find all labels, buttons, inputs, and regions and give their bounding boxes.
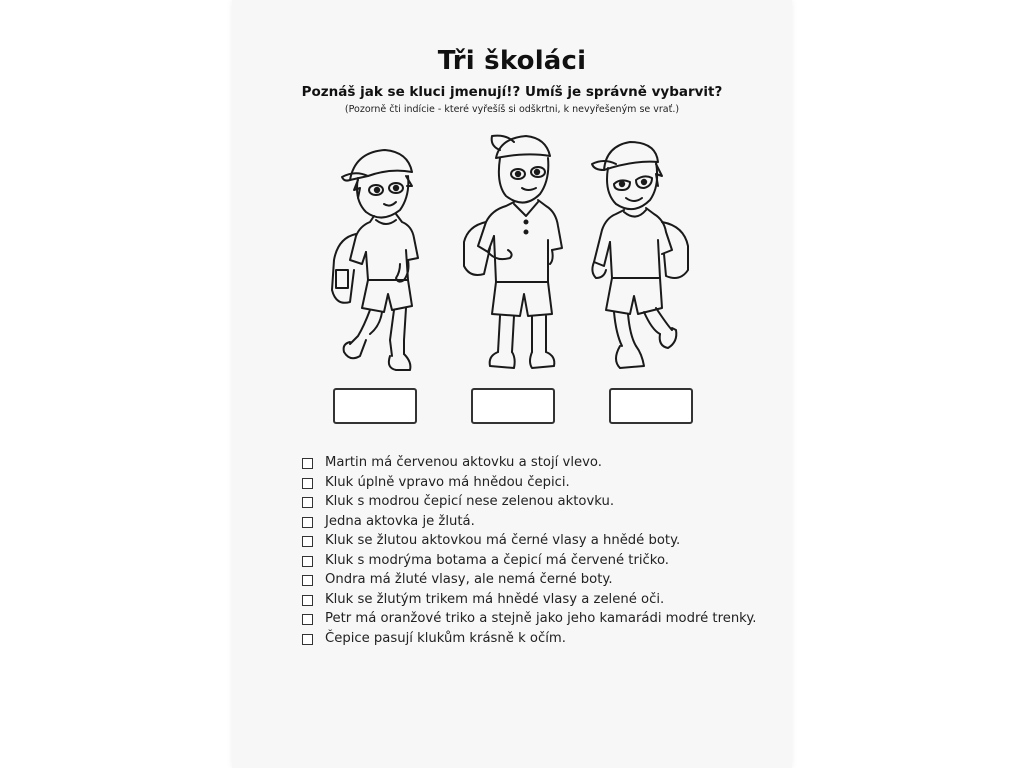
clue-text: Čepice pasují klukům krásně k očím. — [325, 630, 566, 646]
clue-text: Ondra má žluté vlasy, ale nemá černé boty. — [325, 572, 613, 587]
clue-text: Kluk se žlutým trikem má hnědé vlasy a zelené oči. — [325, 591, 665, 607]
clue-item — [300, 570, 770, 590]
clue-checkbox[interactable] — [302, 575, 313, 586]
clue-checkbox[interactable] — [302, 634, 313, 645]
clue-item — [300, 473, 770, 493]
clue-list — [300, 453, 770, 648]
clue-checkbox[interactable] — [302, 458, 313, 469]
clue-checkbox[interactable] — [302, 497, 313, 508]
page-title: Tři školáci — [437, 46, 587, 76]
boy-right-figure — [592, 142, 688, 368]
worksheet-note: (Pozorně čti indície - které vyřešíš si odškrtni, k nevyřešeným se vrať.) — [344, 104, 680, 115]
clue-checkbox[interactable] — [302, 517, 313, 528]
clue-item — [300, 629, 770, 649]
clue-checkbox[interactable] — [302, 536, 313, 547]
clue-item — [300, 590, 770, 610]
clue-checkbox[interactable] — [302, 556, 313, 567]
boy-left-figure — [332, 150, 418, 370]
name-box-middle[interactable] — [471, 388, 555, 424]
worksheet-subtitle: Poznáš jak se kluci jmenují!? Umíš je správně vybarvit? — [301, 84, 723, 100]
clue-text: Kluk úplně vpravo má hnědou čepici. — [325, 474, 570, 490]
three-schoolboys-drawing — [300, 130, 720, 385]
clue-text: Jedna aktovka je žlutá. — [325, 513, 475, 529]
clue-item — [300, 453, 770, 473]
clue-text: Martin má červenou aktovku a stojí vlevo. — [325, 455, 602, 470]
clue-text: Kluk se žlutou aktovkou má černé vlasy a hnědé boty. — [325, 533, 681, 548]
clue-item — [300, 531, 770, 551]
clue-item — [300, 609, 770, 629]
clue-checkbox[interactable] — [302, 595, 313, 606]
clue-checkbox[interactable] — [302, 614, 313, 625]
clue-text: Petr má oranžové triko a stejně jako jeho kamarádi modré trenky. — [325, 611, 757, 626]
clue-item — [300, 492, 770, 512]
name-box-right[interactable] — [609, 388, 693, 424]
clue-item — [300, 551, 770, 571]
boy-middle-figure — [464, 136, 562, 368]
clue-item — [300, 512, 770, 532]
clue-checkbox[interactable] — [302, 478, 313, 489]
clue-text: Kluk s modrýma botama a čepicí má červené tričko. — [325, 552, 669, 568]
name-box-left[interactable] — [333, 388, 417, 424]
clue-text: Kluk s modrou čepicí nese zelenou aktovku. — [325, 494, 615, 509]
